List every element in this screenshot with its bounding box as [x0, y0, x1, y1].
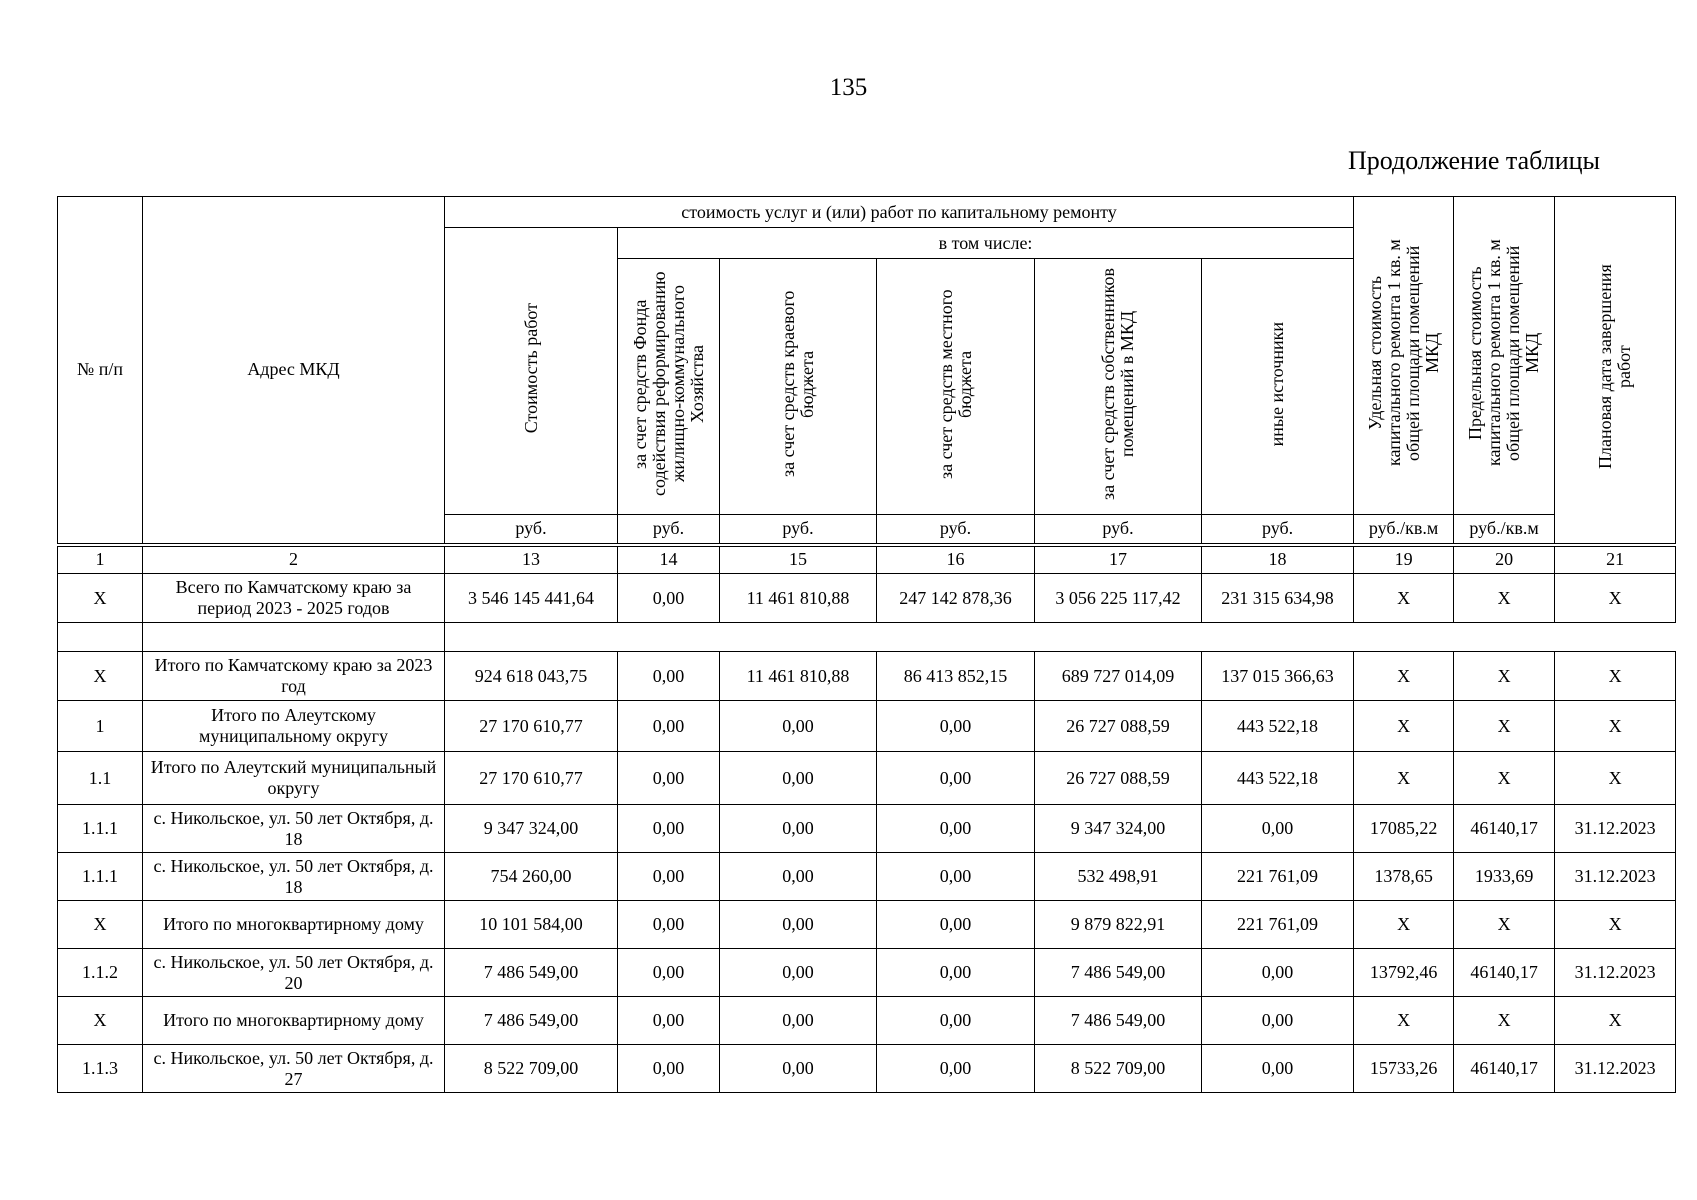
row-address: с. Никольское, ул. 50 лет Октября, д. 20 [143, 949, 445, 997]
row-specific: 17085,22 [1354, 805, 1454, 853]
header-fund: за счет средств Фонда содействия реформированию жилищно-коммунального Хозяйства [629, 271, 707, 497]
row-fund: 0,00 [618, 701, 720, 752]
row-owners: 7 486 549,00 [1035, 997, 1202, 1045]
header-limit-cell [1454, 197, 1555, 515]
row-specific: X [1354, 574, 1454, 623]
row-date: X [1555, 652, 1676, 701]
row-cost: 9 347 324,00 [445, 805, 618, 853]
unit-specific: руб./кв.м [1354, 515, 1454, 545]
header-regional-cell [720, 259, 877, 515]
table-row [58, 949, 1676, 997]
row-date: X [1555, 752, 1676, 805]
table-row [58, 805, 1676, 853]
row-specific: X [1354, 901, 1454, 949]
header-cost-group: стоимость услуг и (или) работ по капитальному ремонту [445, 197, 1354, 228]
unit-other: руб. [1202, 515, 1354, 545]
header-limit: Предельная стоимость капитального ремонта 1 кв. м общей площади помещений МКД [1465, 239, 1543, 467]
header-specific: Удельная стоимость капитального ремонта 1 кв. м общей площади помещений МКД [1364, 239, 1442, 467]
column-number: 17 [1035, 545, 1202, 574]
row-limit: X [1454, 752, 1555, 805]
row-owners: 3 056 225 117,42 [1035, 574, 1202, 623]
row-local: 0,00 [877, 805, 1035, 853]
header-other-cell [1202, 259, 1354, 515]
row-cost: 7 486 549,00 [445, 997, 618, 1045]
column-number: 13 [445, 545, 618, 574]
row-owners: 7 486 549,00 [1035, 949, 1202, 997]
header-date: Плановая дата завершения работ [1595, 264, 1635, 470]
spacer-row [58, 623, 1676, 652]
row-address: Итого по Алеутскому муниципальному округу [143, 701, 445, 752]
row-date: 31.12.2023 [1555, 853, 1676, 901]
row-number: X [58, 901, 143, 949]
table-row [58, 1045, 1676, 1093]
row-regional: 0,00 [720, 701, 877, 752]
row-number: 1.1.3 [58, 1045, 143, 1093]
column-number: 1 [58, 545, 143, 574]
capital-repair-table [57, 196, 1676, 1093]
column-number: 20 [1454, 545, 1555, 574]
row-date: X [1555, 997, 1676, 1045]
row-fund: 0,00 [618, 949, 720, 997]
row-regional: 0,00 [720, 949, 877, 997]
row-local: 0,00 [877, 949, 1035, 997]
header-date-cell [1555, 197, 1676, 545]
column-number: 18 [1202, 545, 1354, 574]
row-address: Итого по Камчатскому краю за 2023 год [143, 652, 445, 701]
row-specific: X [1354, 752, 1454, 805]
row-number: 1.1 [58, 752, 143, 805]
header-including: в том числе: [618, 228, 1354, 259]
row-address: с. Никольское, ул. 50 лет Октября, д. 18 [143, 853, 445, 901]
column-number: 19 [1354, 545, 1454, 574]
table-row [58, 853, 1676, 901]
unit-limit: руб./кв.м [1454, 515, 1555, 545]
spacer-cell [58, 623, 143, 652]
spacer-cell [445, 623, 1676, 652]
row-other: 443 522,18 [1202, 701, 1354, 752]
row-specific: X [1354, 997, 1454, 1045]
unit-owners: руб. [1035, 515, 1202, 545]
column-number: 21 [1555, 545, 1676, 574]
row-specific: X [1354, 701, 1454, 752]
unit-fund: руб. [618, 515, 720, 545]
row-specific: X [1354, 652, 1454, 701]
header-specific-cell [1354, 197, 1454, 515]
row-limit: X [1454, 652, 1555, 701]
row-fund: 0,00 [618, 752, 720, 805]
continuation-title: Продолжение таблицы [1348, 146, 1600, 175]
row-local: 247 142 878,36 [877, 574, 1035, 623]
row-other: 0,00 [1202, 949, 1354, 997]
row-limit: X [1454, 901, 1555, 949]
row-fund: 0,00 [618, 805, 720, 853]
row-number: 1 [58, 701, 143, 752]
row-local: 0,00 [877, 701, 1035, 752]
row-cost: 924 618 043,75 [445, 652, 618, 701]
row-number: 1.1.1 [58, 805, 143, 853]
row-other: 231 315 634,98 [1202, 574, 1354, 623]
header-fund-cell [618, 259, 720, 515]
row-date: 31.12.2023 [1555, 1045, 1676, 1093]
column-number-row [58, 545, 1676, 574]
row-regional: 0,00 [720, 752, 877, 805]
row-address: Итого по Алеутский муниципальный округу [143, 752, 445, 805]
row-other: 0,00 [1202, 1045, 1354, 1093]
row-regional: 0,00 [720, 901, 877, 949]
row-fund: 0,00 [618, 574, 720, 623]
column-number: 2 [143, 545, 445, 574]
row-local: 0,00 [877, 752, 1035, 805]
row-cost: 3 546 145 441,64 [445, 574, 618, 623]
row-owners: 532 498,91 [1035, 853, 1202, 901]
row-address: Всего по Камчатскому краю за период 2023 - 2025 годов [143, 574, 445, 623]
table-row [58, 901, 1676, 949]
row-fund: 0,00 [618, 997, 720, 1045]
row-regional: 0,00 [720, 853, 877, 901]
row-other: 443 522,18 [1202, 752, 1354, 805]
row-number: X [58, 652, 143, 701]
table-row [58, 652, 1676, 701]
row-date: X [1555, 901, 1676, 949]
header-cost-cell [445, 228, 618, 515]
row-date: X [1555, 701, 1676, 752]
row-cost: 10 101 584,00 [445, 901, 618, 949]
row-local: 86 413 852,15 [877, 652, 1035, 701]
row-owners: 26 727 088,59 [1035, 701, 1202, 752]
row-number: 1.1.2 [58, 949, 143, 997]
header-owners-cell [1035, 259, 1202, 515]
row-number: X [58, 574, 143, 623]
row-other: 0,00 [1202, 997, 1354, 1045]
table-row [58, 574, 1676, 623]
row-fund: 0,00 [618, 853, 720, 901]
row-regional: 0,00 [720, 997, 877, 1045]
row-local: 0,00 [877, 901, 1035, 949]
row-other: 221 761,09 [1202, 853, 1354, 901]
row-other: 221 761,09 [1202, 901, 1354, 949]
row-address: с. Никольское, ул. 50 лет Октября, д. 27 [143, 1045, 445, 1093]
row-fund: 0,00 [618, 1045, 720, 1093]
row-specific: 13792,46 [1354, 949, 1454, 997]
row-date: X [1555, 574, 1676, 623]
header-cost: Стоимость работ [520, 303, 541, 434]
row-local: 0,00 [877, 997, 1035, 1045]
column-number: 16 [877, 545, 1035, 574]
row-number: X [58, 997, 143, 1045]
row-limit: 46140,17 [1454, 1045, 1555, 1093]
row-other: 137 015 366,63 [1202, 652, 1354, 701]
column-number: 15 [720, 545, 877, 574]
spacer-cell [143, 623, 445, 652]
unit-cost: руб. [445, 515, 618, 545]
header-owners: за счет средств собственников помещений в МКД [1098, 268, 1137, 501]
row-regional: 11 461 810,88 [720, 574, 877, 623]
row-address: с. Никольское, ул. 50 лет Октября, д. 18 [143, 805, 445, 853]
row-limit: 46140,17 [1454, 949, 1555, 997]
row-regional: 11 461 810,88 [720, 652, 877, 701]
header-regional: за счет средств краевого бюджета [778, 290, 817, 478]
row-specific: 15733,26 [1354, 1045, 1454, 1093]
table-row [58, 997, 1676, 1045]
row-local: 0,00 [877, 853, 1035, 901]
unit-regional: руб. [720, 515, 877, 545]
header-local-cell [877, 259, 1035, 515]
row-date: 31.12.2023 [1555, 949, 1676, 997]
header-local: за счет средств местного бюджета [935, 289, 975, 479]
row-local: 0,00 [877, 1045, 1035, 1093]
row-cost: 754 260,00 [445, 853, 618, 901]
unit-local: руб. [877, 515, 1035, 545]
row-address: Итого по многоквартирному дому [143, 997, 445, 1045]
row-date: 31.12.2023 [1555, 805, 1676, 853]
row-limit: X [1454, 574, 1555, 623]
row-limit: X [1454, 701, 1555, 752]
row-owners: 9 347 324,00 [1035, 805, 1202, 853]
header-num: № п/п [58, 197, 143, 545]
table-row [58, 701, 1676, 752]
row-other: 0,00 [1202, 805, 1354, 853]
row-specific: 1378,65 [1354, 853, 1454, 901]
row-limit: X [1454, 997, 1555, 1045]
page-number: 135 [829, 74, 868, 101]
row-cost: 27 170 610,77 [445, 701, 618, 752]
row-fund: 0,00 [618, 901, 720, 949]
header-other: иные источники [1267, 321, 1288, 447]
row-owners: 26 727 088,59 [1035, 752, 1202, 805]
row-regional: 0,00 [720, 805, 877, 853]
row-cost: 8 522 709,00 [445, 1045, 618, 1093]
header-address: Адрес МКД [143, 197, 445, 545]
row-limit: 1933,69 [1454, 853, 1555, 901]
row-regional: 0,00 [720, 1045, 877, 1093]
row-owners: 689 727 014,09 [1035, 652, 1202, 701]
row-fund: 0,00 [618, 652, 720, 701]
row-cost: 27 170 610,77 [445, 752, 618, 805]
row-number: 1.1.1 [58, 853, 143, 901]
row-limit: 46140,17 [1454, 805, 1555, 853]
row-owners: 8 522 709,00 [1035, 1045, 1202, 1093]
column-number: 14 [618, 545, 720, 574]
row-cost: 7 486 549,00 [445, 949, 618, 997]
row-owners: 9 879 822,91 [1035, 901, 1202, 949]
table-row [58, 752, 1676, 805]
row-address: Итого по многоквартирному дому [143, 901, 445, 949]
